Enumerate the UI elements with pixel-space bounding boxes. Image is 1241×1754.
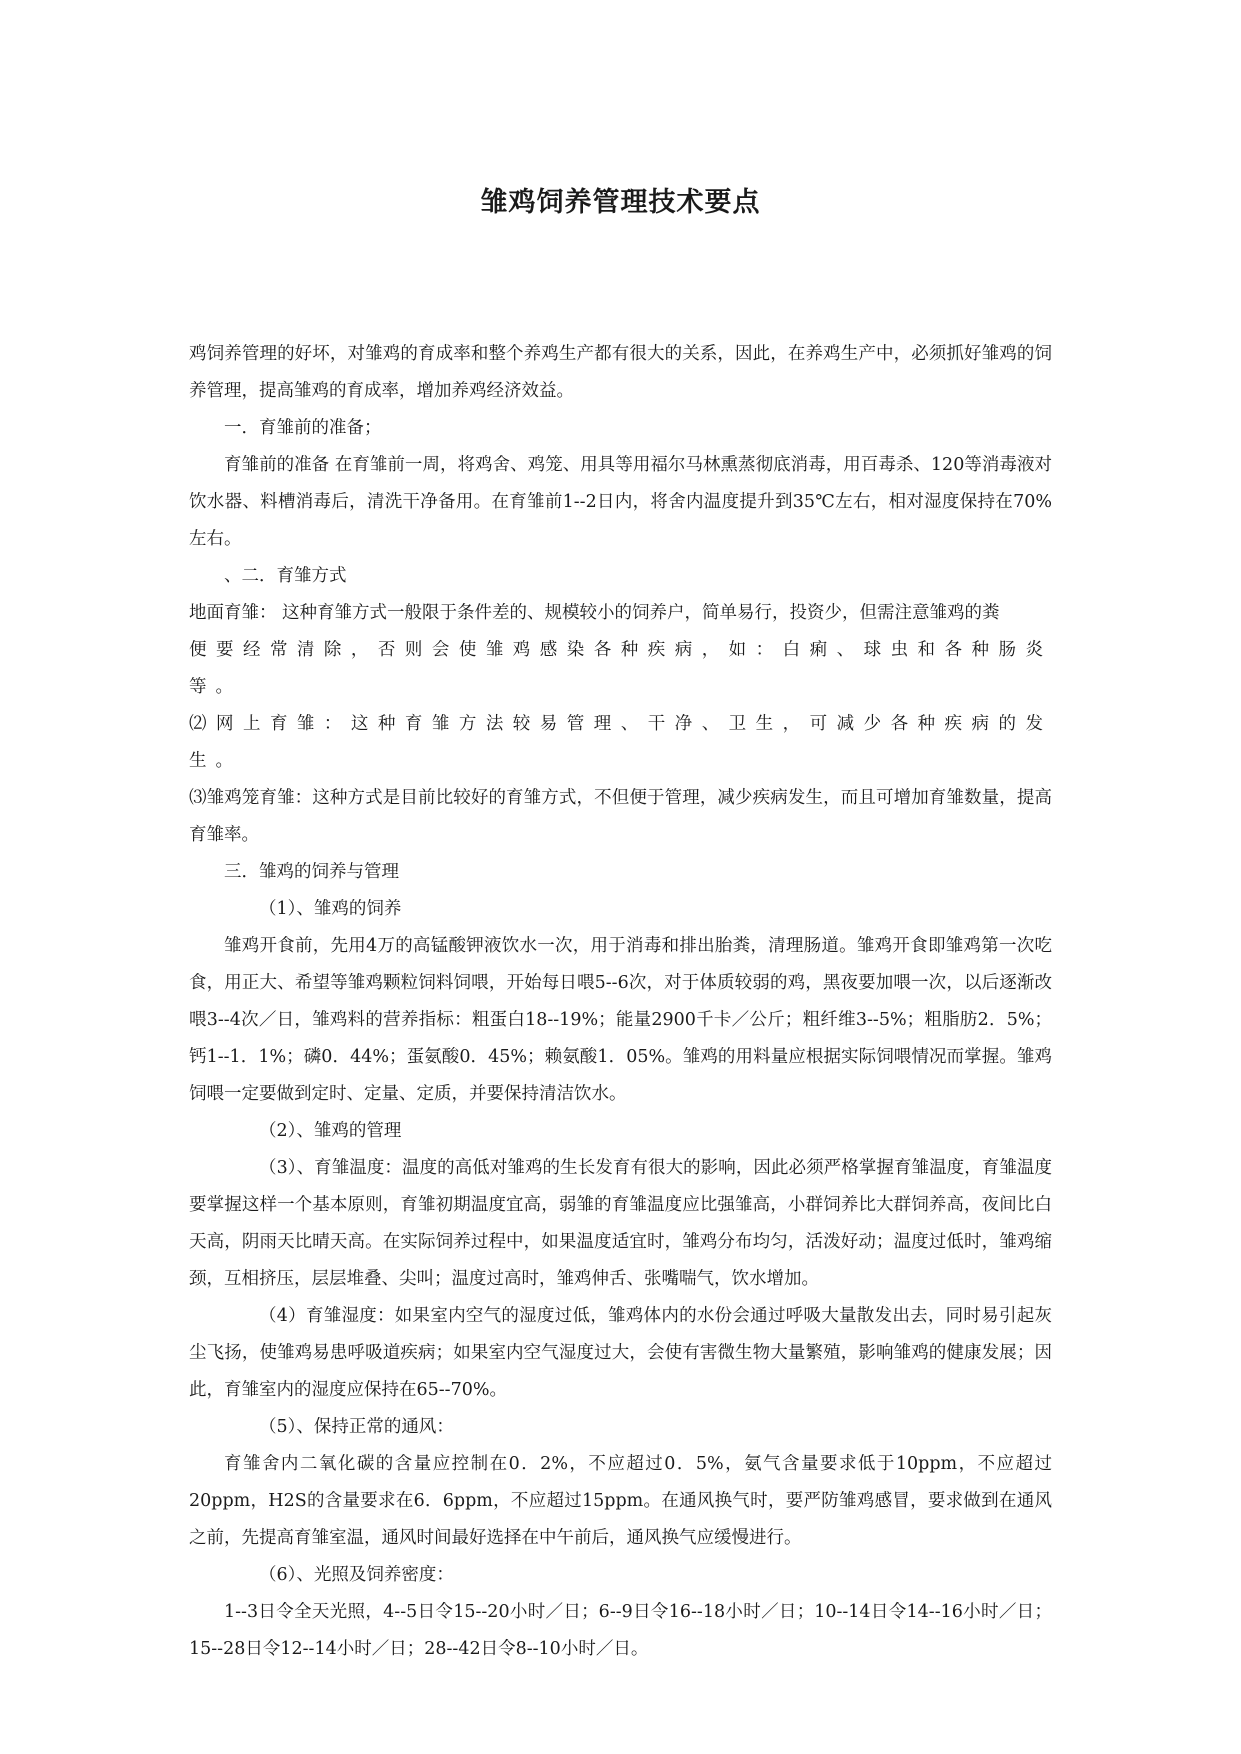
paragraph: （4）育雏湿度：如果室内空气的湿度过低，雏鸡体内的水份会通过呼吸大量散发出去，同时易引起灰尘飞扬，使雏鸡易患呼吸道疾病；如果室内空气湿度过大，会使有害微生物大量繁殖，影响雏鸡的健康发展；因此，育雏室内的湿度应保持在65--70%。 xyxy=(189,1306,1052,1400)
paragraph: （3）、育雏温度：温度的高低对雏鸡的生长发育有很大的影响，因此必须严格掌握育雏温度，育雏温度要掌握这样一个基本原则，育雏初期温度宜高，弱雏的育雏温度应比强雏高，小群饲养比大群饲养高，夜间比白天高，阴雨天比晴天高。在实际饲养过程中，如果温度适宜时，雏鸡分布均匀，活泼好动；温度过低时，雏鸡缩颈，互相挤压，层层堆叠、尖叫；温度过高时，雏鸡伸舌、张嘴喘气，饮水增加。 xyxy=(189,1158,1052,1289)
paragraph: 育雏前的准备 在育雏前一周，将鸡舍、鸡笼、用具等用福尔马林熏蒸彻底消毒，用百毒杀、120等消毒液对饮水器、料槽消毒后，清洗干净备用。在育雏前1--2日内，将舍内温度提升到35℃左右，相对湿度保持在70%左右。 xyxy=(189,455,1052,549)
paragraph: 育雏舍内二氧化碳的含量应控制在0．2%，不应超过0．5%，氨气含量要求低于10ppm，不应超过20ppm，H2S的含量要求在6．6ppm，不应超过15ppm。在通风换气时，要严防雏鸡感冒，要求做到在通风之前，先提高育雏室温，通风时间最好选择在中午前后，通风换气应缓慢进行。 xyxy=(189,1454,1052,1548)
paragraph: 、二．育雏方式 xyxy=(224,566,347,586)
paragraph: （1）、雏鸡的饲养 xyxy=(259,899,402,919)
paragraph: （2）、雏鸡的管理 xyxy=(259,1121,402,1141)
paragraph: 三．雏鸡的饲养与管理 xyxy=(224,862,399,882)
document-body xyxy=(189,336,1052,1668)
paragraph: ⑵网上育雏：这种育雏方法较易管理、干净、卫生，可减少各种疾病的发生。 xyxy=(189,714,1052,771)
document-title: 雏鸡饲养管理技术要点 xyxy=(480,187,761,218)
paragraph: 地面育雏： 这种育雏方式一般限于条件差的、规模较小的饲养户，简单易行，投资少，但需注意雏鸡的粪 xyxy=(189,603,1000,623)
paragraph: ⑶雏鸡笼育雏：这种方式是目前比较好的育雏方式，不但便于管理，减少疾病发生，而且可增加育雏数量，提高育雏率。 xyxy=(189,788,1052,845)
paragraph: （5）、保持正常的通风： xyxy=(259,1417,454,1437)
paragraph: （6）、光照及饲养密度： xyxy=(259,1565,454,1585)
paragraph: 一．育雏前的准备； xyxy=(224,418,382,438)
paragraph: 鸡饲养管理的好坏，对雏鸡的育成率和整个养鸡生产都有很大的关系，因此，在养鸡生产中，必须抓好雏鸡的饲养管理，提高雏鸡的育成率，增加养鸡经济效益。 xyxy=(189,344,1052,401)
paragraph: 便要经常清除，否则会使雏鸡感染各种疾病，如：白痢、球虫和各种肠炎等。 xyxy=(189,640,1052,697)
paragraph: 1--3日令全天光照，4--5日令15--20小时／日；6--9日令16--18小时／日；10--14日令14--16小时／日；15--28日令12--14小时／日；28--42日令8--10小时／日。 xyxy=(189,1602,1052,1659)
document-page xyxy=(189,0,1052,1754)
paragraph: 雏鸡开食前，先用4万的高锰酸钾液饮水一次，用于消毒和排出胎粪，清理肠道。雏鸡开食即雏鸡第一次吃食，用正大、希望等雏鸡颗粒饲料饲喂，开始每日喂5--6次，对于体质较弱的鸡，黑夜要加喂一次，以后逐渐改喂3--4次／日，雏鸡料的营养指标：粗蛋白18--19%；能量2900千卡／公斤；粗纤维3--5%；粗脂肪2．5%；钙1--1．1%；磷0．44%；蛋氨酸0．45%；赖氨酸1．05%。雏鸡的用料量应根据实际饲喂情况而掌握。雏鸡饲喂一定要做到定时、定量、定质，并要保持清洁饮水。 xyxy=(189,936,1052,1104)
